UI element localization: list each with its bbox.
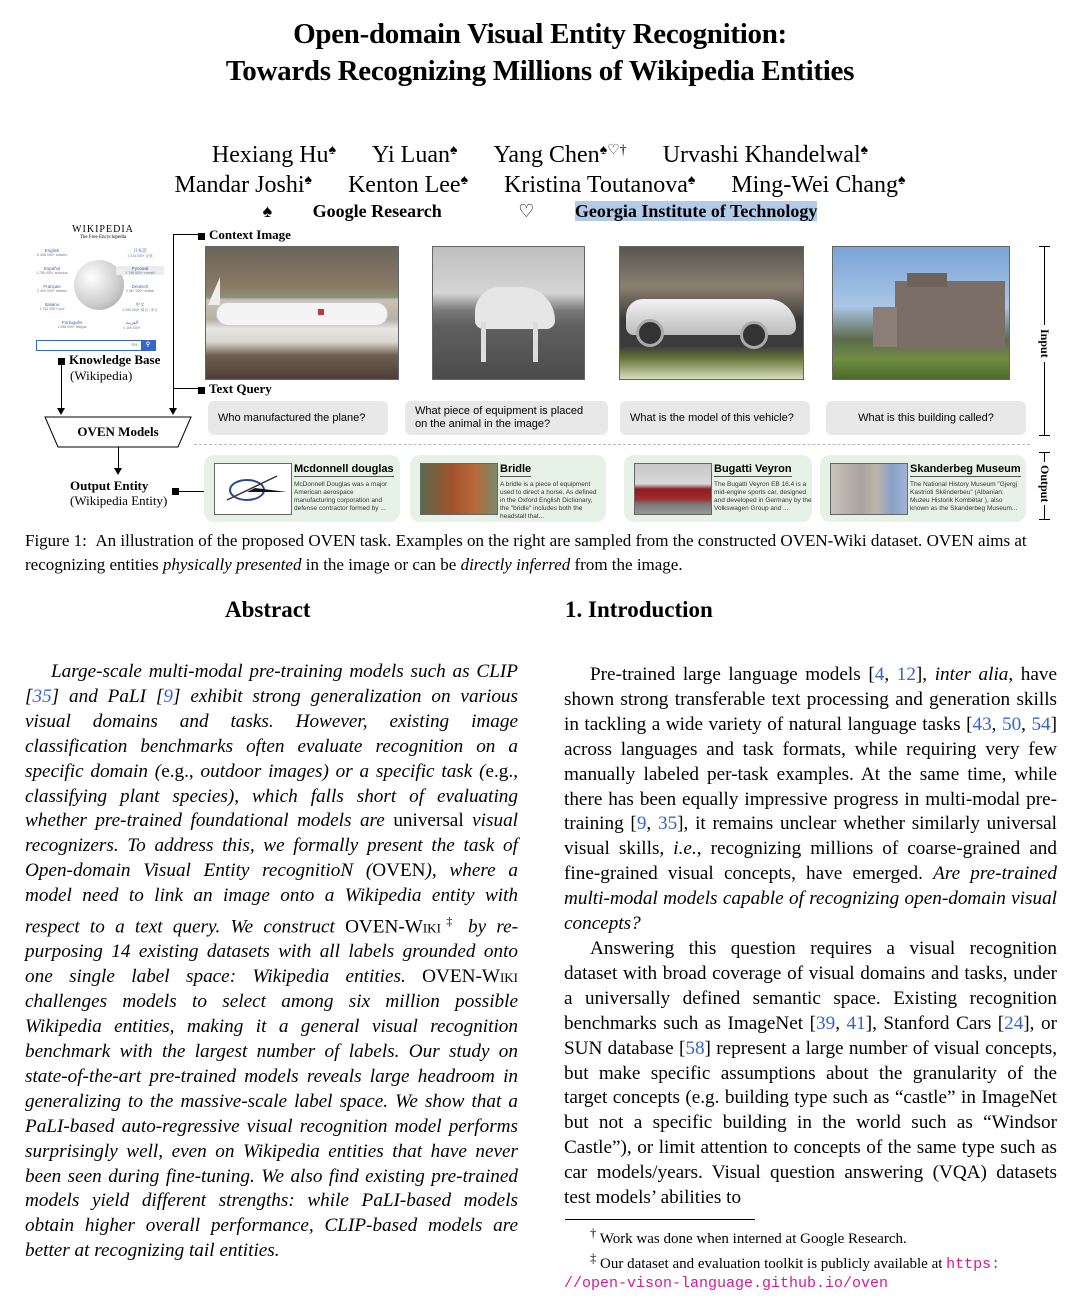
author: Ming-Wei Chang♠: [731, 172, 906, 198]
oven-models-label: OVEN Models: [77, 424, 159, 439]
intro-paragraph-2: Answering this question requires a visual recognition dataset with broad coverage of visual domains and tasks, under a universally defined semantic space. Existing recognition benchmarks such as ImageNet [39, 41], Stanford Cars [24], or SUN database [58] represent a large number of visual concepts, but make specific assumptions about the granularity of the target concepts (e.g. building type such as “castle” in ImageNet but not a specific building in the world such as “Windsor Castle”), or limit attention to concepts of the same type such as car models/years. Visual question answering (VQA) datasets test models’ abilities to: [564, 937, 1057, 1209]
citation-link[interactable]: 4: [874, 664, 885, 685]
authors-row-1: [0, 136, 1080, 170]
skanderbeg-museum-thumbnail: [830, 463, 908, 515]
entity-card: [410, 455, 606, 522]
lang-link: 日本語 1 314 000+ 記事: [127, 248, 153, 258]
wikipedia-wordmark: WIKIPEDIA: [72, 224, 134, 235]
author: Mandar Joshi♠: [174, 172, 312, 198]
search-language: EN: [131, 342, 137, 347]
airplane-photo: [205, 246, 399, 380]
bracket-tick: [1039, 452, 1050, 453]
connector-line: [178, 491, 204, 492]
citation-link[interactable]: 58: [685, 1037, 705, 1059]
text-query-bubble: What is the model of this vehicle?: [620, 401, 810, 435]
author: Urvashi Khandelwal♠: [662, 142, 869, 168]
paper-title: [0, 16, 1080, 90]
bracket-tick: [1039, 435, 1050, 436]
knowledge-base-label: Knowledge Base: [58, 352, 160, 368]
citation-link[interactable]: 41: [846, 1012, 866, 1034]
entity-description: The Bugatti Veyron EB 16.4 is a mid-engine sports car, designed and developed in Germany by the Volkswagen Group and ...: [714, 481, 812, 512]
entity-card: [204, 455, 400, 522]
entity-title: Mcdonnell douglas: [294, 463, 394, 475]
affiliation-google: ♠ Google Research: [262, 201, 442, 221]
bracket-tick: [1039, 246, 1050, 247]
abstract-heading: Abstract: [225, 597, 311, 622]
text-query-bubble: What is this building called?: [826, 401, 1026, 435]
lang-link: 中文 1 256 000+ 條目 / 条目: [122, 302, 158, 312]
citation-link[interactable]: 12: [896, 664, 916, 685]
entity-title: Skanderbeg Museum: [910, 463, 1021, 475]
mcdonnell-douglas-logo: [214, 463, 292, 515]
footnote-rule: [565, 1219, 755, 1220]
context-image-label: Context Image: [198, 227, 291, 243]
author: Hexiang Hu♠: [211, 142, 336, 168]
citation-link[interactable]: 9: [636, 813, 647, 835]
footnotes: [564, 1224, 1064, 1293]
dataset-url-link[interactable]: https:: [946, 1256, 1001, 1273]
knowledge-base-sublabel: (Wikipedia): [70, 368, 133, 383]
entity-title: Bridle: [500, 463, 532, 475]
citation-link[interactable]: 54: [1031, 713, 1051, 735]
affiliation-gatech: ♡ Georgia Institute of Technology: [518, 201, 818, 221]
arrow-down-icon: [57, 408, 65, 415]
entity-description: The National History Museum "Gjergj Kastrioti Skënderbeu" (Albanian: Muzeu Historik Kombëtar ), also known as the Skanderbeg Museum...: [910, 481, 1018, 512]
text-query-bubble: What piece of equipment is placed on the animal in the image?: [405, 401, 608, 435]
citation-link[interactable]: 35: [657, 813, 678, 835]
authors-row-2: [0, 166, 1080, 200]
horse-bridle-thumbnail: [420, 463, 498, 515]
entity-description: A bridle is a piece of equipment used to direct a horse. As defined in the Oxford English Dictionary, the "bridle" includes both the headstall that...: [500, 481, 597, 520]
bugatti-veyron-thumbnail: [634, 463, 712, 515]
entity-title: Bugatti Veyron: [714, 463, 792, 475]
author: Yang Chen♠♡†: [493, 142, 627, 168]
entity-description: McDonnell Douglas was a major American aerospace manufacturing corporation and defense contractor formed by ...: [294, 481, 388, 512]
spade-icon: ♠: [262, 201, 273, 221]
introduction-heading: 1. Introduction: [565, 597, 713, 622]
dataset-url-link-cont[interactable]: //open-vison-language.github.io/oven: [564, 1275, 889, 1292]
citation-link[interactable]: 24: [1004, 1012, 1024, 1034]
lang-link: Français 2 400 000+ articles: [37, 284, 67, 293]
author: Yi Luan♠: [372, 142, 458, 168]
input-label: Input: [1037, 325, 1052, 362]
lang-link: Español 1 755 000+ artículos: [36, 266, 68, 275]
affiliations: [0, 201, 1080, 222]
input-output-divider: [194, 444, 1030, 445]
introduction-body: [564, 663, 1057, 1211]
footnote-2: ‡ Our dataset and evaluation toolkit is publicly available at https:: [590, 1251, 1001, 1273]
title-line-1: Open-domain Visual Entity Recognition:: [293, 18, 787, 50]
horse-photo: [432, 246, 585, 380]
lang-link: Русский 1 798 000+ статей: [116, 266, 164, 275]
lang-link: Português 1 085 000+ artigos: [57, 320, 87, 329]
lang-link: Italiano 1 742 000+ voci: [39, 302, 65, 311]
castle-building-photo: [832, 246, 1010, 380]
connector-line: [61, 362, 62, 412]
citation-link[interactable]: 9: [163, 685, 173, 707]
author: Kenton Lee♠: [347, 172, 469, 198]
entity-card: [820, 455, 1026, 522]
author: Kristina Toutanova♠: [504, 172, 696, 198]
lang-link: English 6 458 000+ articles: [37, 248, 67, 257]
wikipedia-tagline: The Free Encyclopedia: [79, 235, 127, 240]
lang-link: Deutsch 2 667 000+ Artikel: [125, 284, 155, 293]
arrow-down-icon: [114, 468, 122, 475]
wikipedia-portal-image: [28, 224, 178, 352]
figure-caption: Figure 1: An illustration of the proposed OVEN task. Examples on the right are sampled from the constructed OVEN-Wiki dataset. OVEN aims at recognizing entities physically presented in the image or can be directly inferred from the image.: [25, 531, 1027, 574]
search-icon: ⚲: [141, 341, 155, 350]
intro-paragraph-1: Pre-trained large language models [4, 12], inter alia, have shown strong transferable text processing and generation skills in tackling a wide variety of natural language tasks [43, 50, 54] across languages and task formats, while requiring very few manually labeled per-task examples. At the same time, while there has been equally impressive progress in multi-modal pre-training [9, 35], it remains unclear whether similarly universal visual skills, i.e., recognizing millions of coarse-grained and fine-grained visual concepts, have emerged. Are pre-trained multi-modal models capable of recognizing open-domain visual concepts?: [564, 664, 1058, 935]
citation-link[interactable]: 35: [32, 685, 52, 707]
bracket-tick: [1039, 519, 1050, 520]
citation-link[interactable]: 50: [1001, 713, 1022, 735]
output-entity-label: Output Entity: [70, 478, 149, 493]
text-query-bubble: Who manufactured the plane?: [208, 401, 388, 435]
arrow-down-icon: [169, 408, 177, 415]
abstract-body: Large-scale multi-modal pre-training models such as CLIP [35] and PaLI [9] exhibit strong generalization on various visual domains and tasks. However, existing image classification benchmarks often evaluate recognition on a specific domain (e.g., outdoor images) or a specific task (e.g., classifying plant species), which falls short of evaluating whether pre-trained foundational models are universal visual recognizers. To address this, we formally present the task of Open-domain Visual Entity recognitioN (OVEN), where a model need to link an image onto a Wikipedia entity with respect to a text query. We construct OVEN-Wiki‡ by re-purposing 14 existing datasets with all labels grounded onto one single label space: Wikipedia entities. OVEN-Wiki challenges models to select among six million possible Wikipedia entities, making it a general visual recognition benchmark with the largest number of labels. Our study on state-of-the-art pre-trained models reveals large headroom in generalizing to the massive-scale label space. We show that a PaLI-based auto-regressive visual recognition model performs surprisingly well, even on Wikipedia entities that have never been seen during fine-tuning. We also find existing pre-trained models yield different strengths: while PaLI-based models obtain higher overall performance, CLIP-based models are better at recognizing tail entities.: [25, 661, 518, 1262]
text-query-label: Text Query: [198, 381, 272, 397]
wikipedia-search-box: [36, 340, 156, 351]
citation-link[interactable]: 39: [816, 1012, 836, 1034]
sports-car-photo: [619, 246, 804, 380]
entity-card: [624, 455, 812, 522]
output-entity-sublabel: (Wikipedia Entity): [70, 493, 168, 508]
lang-link: العربية 1 159 000+: [123, 320, 141, 330]
footnote-1: † Work was done when interned at Google Research.: [590, 1226, 907, 1247]
heart-icon: ♡: [518, 201, 535, 221]
connector-line: [173, 234, 174, 412]
title-line-2: Towards Recognizing Millions of Wikipedia Entities: [225, 55, 855, 87]
output-label: Output: [1037, 462, 1052, 505]
citation-link[interactable]: 43: [972, 713, 992, 735]
